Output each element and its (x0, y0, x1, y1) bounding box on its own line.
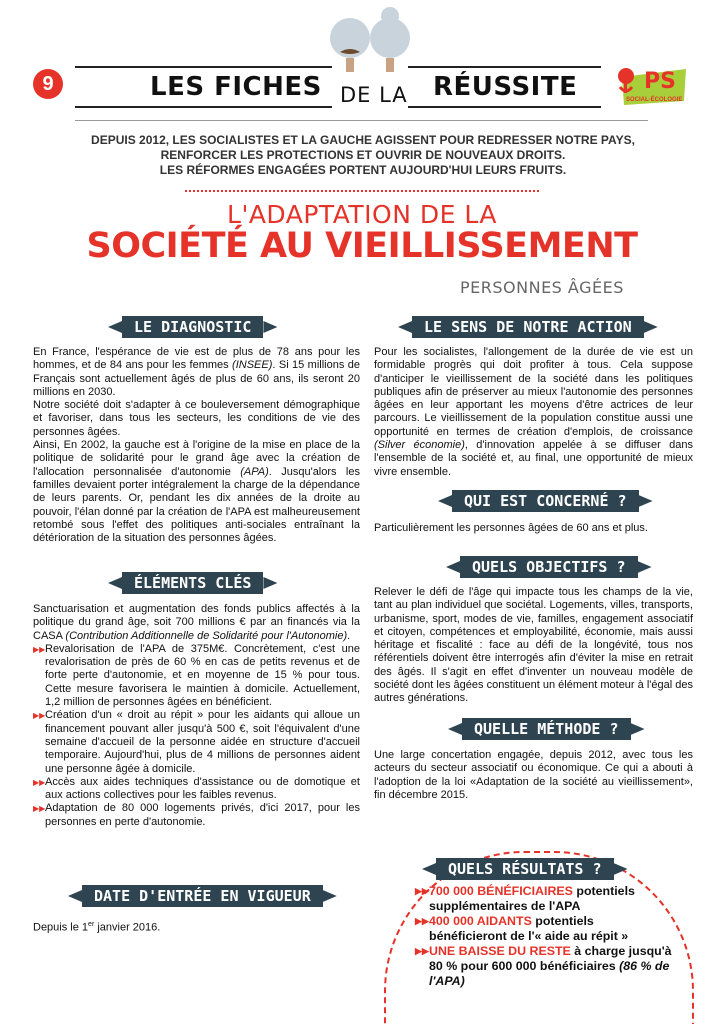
page-subtitle: PERSONNES ÂGÉES (460, 278, 624, 297)
date-text: Depuis le 1er janvier 2016. (33, 921, 161, 934)
ps-logo (612, 63, 688, 109)
banner-label: QUELS RÉSULTATS ? (436, 858, 614, 880)
banner-concerne (438, 490, 653, 512)
concerne-text: Particulièrement les personnes âgées de 60 ans et plus. (374, 522, 648, 534)
header-title-right: RÉUSSITE (433, 72, 578, 102)
header-rule-right-bottom (408, 106, 601, 108)
elements-text (33, 603, 360, 829)
banner-label: DATE D'ENTRÉE EN VIGUEUR (82, 885, 323, 907)
result-item: ▶▶ 400 000 AIDANTS potentiels bénéficieront de l'« aide au répit » (415, 914, 629, 943)
intro-line: RENFORCER LES PROTECTIONS ET OUVRIR DE NOUVEAUX DROITS. (160, 148, 566, 162)
intro-line: LES RÉFORMES ENGAGÉES PORTENT AUJOURD'HUI LEURS FRUITS. (159, 163, 567, 177)
arrow-icon: ▶▶ (415, 886, 429, 896)
list-item: ▶▶ Adaptation de 80 000 logements privés, d'ici 2017, pour les personnes en perte d'autonomie. (33, 802, 360, 828)
intro-text (85, 133, 641, 178)
ps-logo-text: PS (644, 69, 676, 94)
intro-line: DEPUIS 2012, LES SOCIALISTES ET LA GAUCHE AGISSENT POUR REDRESSER NOTRE PAYS, (91, 133, 635, 147)
banner-ribbon (631, 723, 645, 735)
banner-ribbon (422, 863, 436, 875)
dotted-divider (185, 190, 539, 192)
banner-label: LE SENS DE NOTRE ACTION (412, 316, 644, 338)
banner-resultats (422, 858, 628, 880)
banner-label: QUELLE MÉTHODE ? (462, 718, 631, 740)
banner-label: QUELS OBJECTIFS ? (460, 556, 638, 578)
banner-ribbon (438, 495, 452, 507)
paragraph: Pour les socialistes, l'allongement de la durée de vie est un formidable progrès qui doit profiter à tous. Cela suppose d'anticiper le vieillissement de la société dans les politiques publiques afin de préserver au mieux l'autonomie des personnes âgées en leur apportant les moyens d'être actrices de leur parcours. Le vieillissement de la population constitue aussi une opportunité en termes de création d'emplois, de croissance (Silver économie), d'innovation appelée à se diffuser dans l'ensemble de la société et, au final, une opportunité de mieux vivre ensemble. (374, 346, 693, 478)
paragraph: En France, l'espérance de vie est de plus de 78 ans pour les hommes, et de 84 ans pour les femmes (INSEE). Si 15 millions de Français sont actuellement âgés de plus de 60 ans, ils seront 20 millions en 2030. (33, 346, 360, 398)
faces-illustration (320, 6, 420, 86)
list-item: ▶▶ Création d'un « droit au répit » pour les aidants qui alloue un financement pouvant aller jusqu'à 500 €, soit l'équivalent d'une semaine d'accueil de la personne aidée en structure d'accueil temporaire. Aujourd'hui, plus de 4 millions de personnes aident une personne âgée à domicile. (33, 709, 360, 775)
arrow-icon: ▶▶ (33, 644, 46, 654)
banner-ribbon (644, 321, 658, 333)
banner-objectifs (446, 556, 652, 578)
header-title-mid: DE LA (340, 83, 408, 107)
banner-ribbon (638, 561, 652, 573)
results-list (415, 884, 675, 989)
methode-text: Une large concertation engagée, depuis 2012, avec tous les acteurs du secteur associatif ou économique. Ce qui a abouti à l'adoption de la loi «Adaptation de la société au vieillissement», fin décembre 2015. (374, 749, 693, 801)
arrow-icon: ▶▶ (415, 946, 429, 956)
list-item: ▶▶ Accès aux aides techniques d'assistance ou de domotique et aux actions collectives pour les faibles revenus. (33, 775, 360, 802)
ps-logo-subtext: SOCIAL-ÉCOLOGIE (626, 97, 683, 103)
list-item: ▶▶ Revalorisation de l'APA de 375M€. Concrètement, c'est une revalorisation de près de 60 % en cas de petits revenus et de forte perte d'autonomie, et en moyenne de 15 % pour tous. Cette mesure favorisera le maintien à domicile. Actuellement, 1,2 million de personnes âgées en bénéficient. (33, 642, 360, 709)
arrow-icon: ▶▶ (33, 804, 46, 814)
diagnostic-text (33, 346, 360, 545)
header-divider (75, 120, 648, 121)
banner-ribbon (263, 321, 277, 333)
banner-ribbon (398, 321, 412, 333)
sens-text (374, 346, 693, 479)
result-item: ▶▶ 700 000 BÉNÉFICIAIRES potentiels supplémentaires de l'APA (415, 884, 635, 913)
banner-ribbon (323, 890, 337, 902)
result-item: ▶▶ UNE BAISSE DU RESTE à charge jusqu'à 80 % pour 600 000 bénéficiaires (86 % de l'APA) (415, 944, 672, 988)
paragraph: Notre société doit s'adapter à ce bouleversement démographique et favoriser, dans tous les secteurs, les conditions de vie des personnes âgées. (33, 399, 360, 438)
objectifs-text: Relever le défi de l'âge qui impacte tous les champs de la vie, tant au plan individuel que sociétal. Logements, villes, transports, urbanisme, sport, modes de vie, familles, engagement associatif et citoyen, compétences et employabilité, économie, mais aussi héritage et fiscalité : face au défi de la longévité, tous nos référentiels doivent être interrogés afin d'éviter la mise en retrait des âgés. Il s'agit en effet d'inventer un nouveau modèle de société dont les âgées constituent un élément moteur à l'égal des autres générations. (374, 586, 693, 705)
banner-ribbon (448, 723, 462, 735)
banner-label: QUI EST CONCERNÉ ? (452, 490, 639, 512)
banner-ribbon (446, 561, 460, 573)
arrow-icon: ▶▶ (415, 916, 429, 926)
page-title-line1: L'ADAPTATION DE LA (227, 200, 497, 229)
arrow-icon: ▶▶ (33, 711, 46, 721)
banner-sens (398, 316, 658, 338)
banner-date (68, 885, 337, 907)
banner-ribbon (68, 890, 82, 902)
banner-ribbon (108, 321, 122, 333)
banner-ribbon (614, 863, 628, 875)
banner-label: ÉLÉMENTS CLÉS (122, 572, 263, 594)
header-rule-left (75, 66, 332, 68)
banner-elements-cles (108, 572, 277, 594)
header-rule-right (408, 66, 601, 68)
banner-methode (448, 718, 645, 740)
paragraph: Ainsi, En 2002, la gauche est à l'origine de la mise en place de la politique de solidarité pour le grand âge avec la création de l'allocation personnalisée d'autonomie (APA). Jusqu'alors les familles devaient porter intégralement la charge de la dépendance de leurs parents. Or, pendant les dix années de la droite au pouvoir, l'élan donné par la création de l'APA est malheureusement retombé sous l'effet des politiques anti-sociales entraînant la détérioration de la situation des personnes âgées. (33, 439, 360, 545)
banner-label: LE DIAGNOSTIC (122, 316, 263, 338)
page-title-line2: SOCIÉTÉ AU VIEILLISSEMENT (86, 226, 638, 266)
header-rule-left-bottom (75, 106, 332, 108)
header-title-left: LES FICHES (150, 72, 322, 102)
banner-ribbon (108, 577, 122, 589)
banner-ribbon (639, 495, 653, 507)
banner-diagnostic (108, 316, 277, 338)
banner-ribbon (263, 577, 277, 589)
fiche-number-badge: 9 (33, 69, 63, 99)
paragraph: Sanctuarisation et augmentation des fonds publics affectés à la politique du grand âge, soit 700 millions € par an financés via la CASA (Contribution Additionnelle de Solidarité pour l'Autonomie). (33, 603, 360, 642)
arrow-icon: ▶▶ (33, 777, 46, 787)
